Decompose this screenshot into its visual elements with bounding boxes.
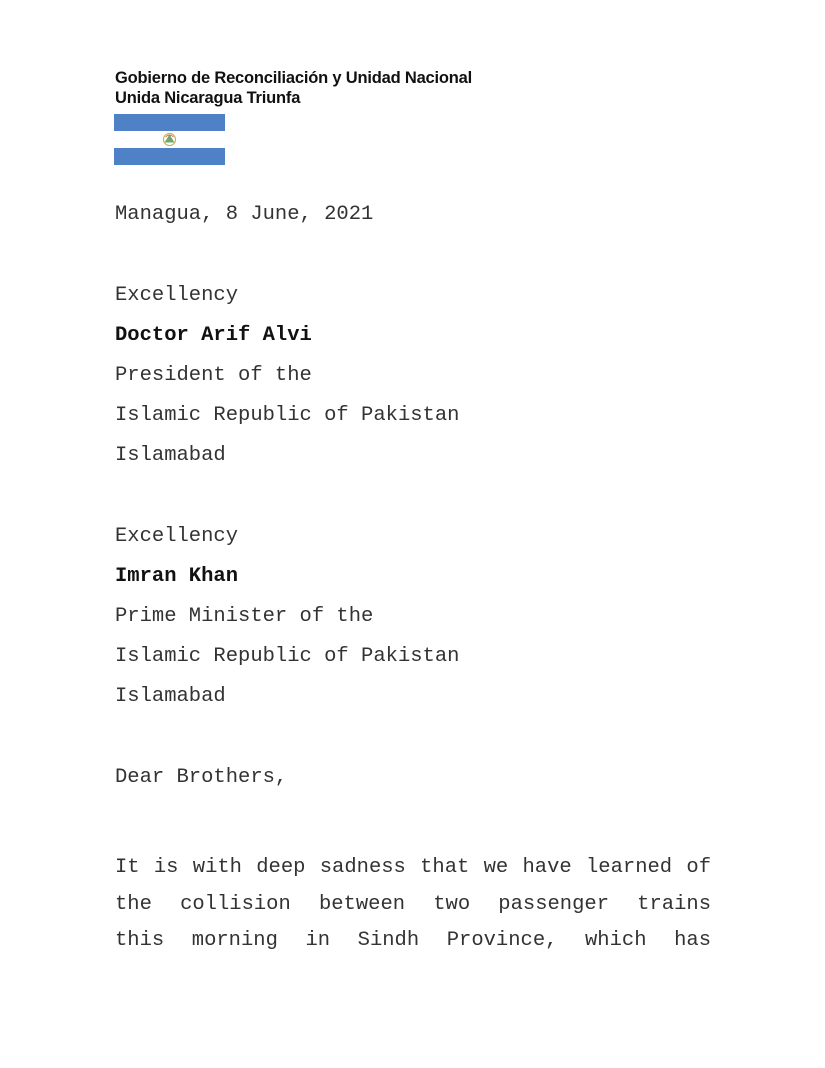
body-line: It is with deep sadness that we have learned of: [115, 856, 711, 879]
nicaragua-flag-icon: [114, 114, 225, 165]
body-line: this morning in Sindh Province, which has: [115, 929, 711, 952]
recipient2-city: Islamabad: [115, 685, 226, 708]
letterhead-motto: Unida Nicaragua Triunfa: [115, 89, 301, 107]
body-paragraph: [115, 855, 711, 965]
recipient2-title: Prime Minister of the: [115, 605, 374, 628]
letterhead-government-name: Gobierno de Reconciliación y Unidad Nacional: [115, 69, 473, 87]
recipient1-title: President of the: [115, 364, 312, 387]
letterhead: [115, 68, 472, 108]
recipient1-salutation: Excellency: [115, 284, 239, 307]
recipient1-country: Islamic Republic of Pakistan: [115, 404, 460, 427]
recipient2-salutation: Excellency: [115, 525, 239, 548]
recipient2-country: Islamic Republic of Pakistan: [115, 645, 460, 668]
body-line: the collision between two passenger trains: [115, 892, 711, 916]
greeting: Dear Brothers,: [115, 766, 288, 789]
recipient1-name: Doctor Arif Alvi: [115, 324, 312, 347]
date-line: Managua, 8 June, 2021: [115, 203, 374, 226]
recipient1-city: Islamabad: [115, 444, 226, 467]
recipient2-name: Imran Khan: [115, 565, 239, 588]
